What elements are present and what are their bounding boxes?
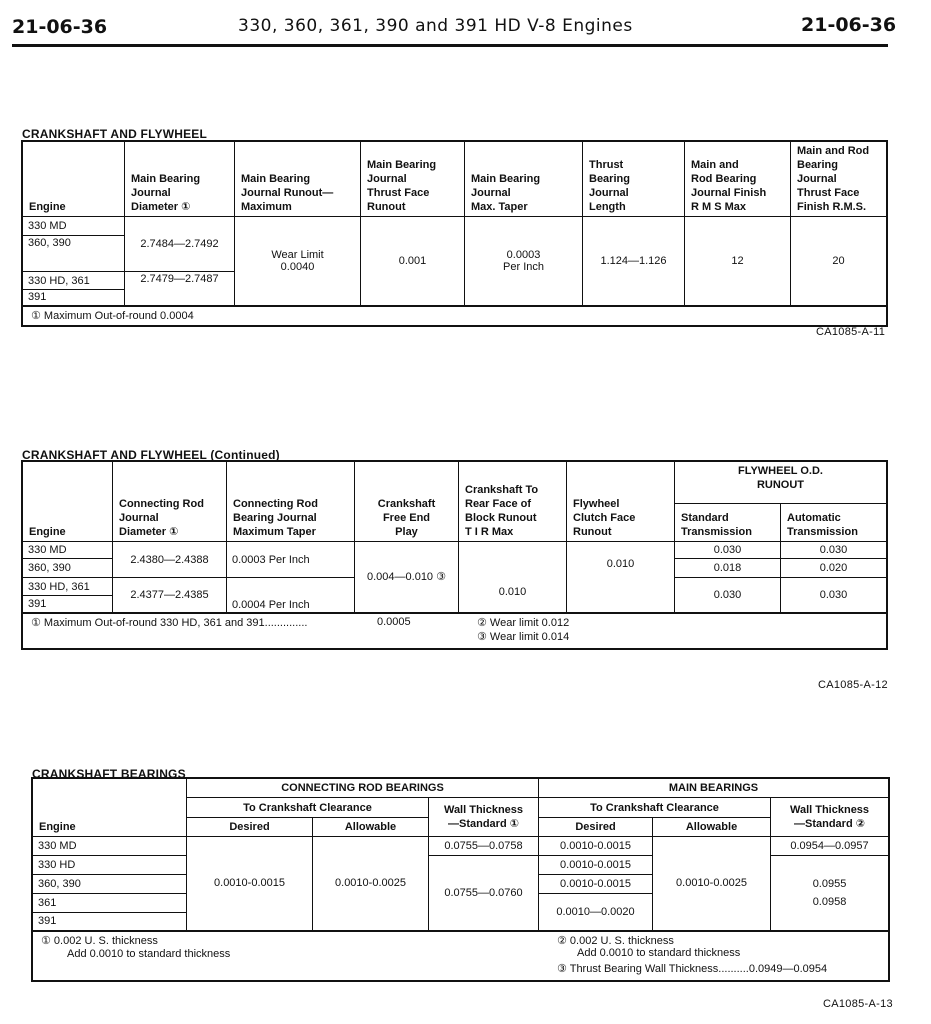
rod-allowable-value: 0.0010-0.0025 bbox=[313, 837, 429, 931]
header-rod-desired: Desired bbox=[187, 818, 313, 837]
standard-transmission-value: 0.030 bbox=[675, 542, 781, 559]
engine-cell: 391 bbox=[33, 913, 187, 931]
main-desired-value: 0.0010-0.0015 bbox=[539, 837, 653, 856]
rod-wall-value: 0.0755—0.0760 bbox=[429, 856, 539, 931]
rod-diameter-value: 2.4377—2.4385 bbox=[113, 578, 227, 613]
header-flywheel-od-runout: FLYWHEEL O.D. RUNOUT bbox=[675, 462, 887, 504]
figure-reference: CA1085-A-11 bbox=[816, 326, 886, 338]
header-rod-journal-taper: Connecting Rod Bearing Journal Maximum Taper bbox=[227, 462, 355, 542]
header-automatic-transmission: Automatic Transmission bbox=[781, 504, 887, 542]
engine-cell: 360, 390 bbox=[23, 236, 125, 272]
automatic-transmission-value: 0.030 bbox=[781, 542, 887, 559]
footnote-wear-limit-2: ② Wear limit 0.012 bbox=[477, 616, 570, 629]
engine-cell: 330 MD bbox=[23, 542, 113, 559]
page-number-right: 21-06-36 bbox=[801, 14, 897, 36]
table2-caption: CRANKSHAFT AND FLYWHEEL (Continued) bbox=[22, 448, 280, 462]
header-journal-diameter: Main Bearing Journal Diameter ① bbox=[125, 142, 235, 217]
automatic-transmission-value: 0.030 bbox=[781, 578, 887, 613]
engine-cell: 330 MD bbox=[33, 837, 187, 856]
header-main-allowable: Allowable bbox=[653, 818, 771, 837]
main-wall-value: 0.0955 0.0958 bbox=[771, 856, 889, 931]
rod-wall-value: 0.0755—0.0758 bbox=[429, 837, 539, 856]
max-taper-value: 0.0003 Per Inch bbox=[465, 217, 583, 306]
main-desired-value: 0.0010-0.0015 bbox=[539, 856, 653, 875]
thrust-face-finish-value: 20 bbox=[791, 217, 887, 306]
main-allowable-value: 0.0010-0.0025 bbox=[653, 837, 771, 931]
header-standard-transmission: Standard Transmission bbox=[675, 504, 781, 542]
crankshaft-flywheel-table bbox=[22, 141, 887, 326]
crankshaft-bearings-table bbox=[32, 778, 889, 981]
header-rod-allowable: Allowable bbox=[313, 818, 429, 837]
block-runout-value: 0.010 bbox=[459, 542, 567, 613]
header-journal-finish: Main and Rod Bearing Journal Finish R M S Max bbox=[685, 142, 791, 217]
main-desired-value: 0.0010—0.0020 bbox=[539, 894, 653, 931]
engine-cell: 391 bbox=[23, 290, 125, 306]
table1-footnote: ① Maximum Out-of-round 0.0004 bbox=[23, 306, 887, 326]
engine-cell: 361 bbox=[33, 894, 187, 913]
header-thrust-length: Thrust Bearing Journal Length bbox=[583, 142, 685, 217]
page-number-left: 21-06-36 bbox=[12, 16, 108, 38]
engine-cell: 360, 390 bbox=[23, 559, 113, 578]
rod-diameter-value: 2.4380—2.4388 bbox=[113, 542, 227, 578]
footnote-out-of-round-value: 0.0005 bbox=[377, 615, 411, 628]
journal-diameter-value: 2.7479—2.7487 bbox=[125, 272, 235, 306]
note-main-undersize: ② 0.002 U. S. thickness bbox=[557, 934, 674, 947]
engine-cell: 330 MD bbox=[23, 217, 125, 236]
table2-footnotes bbox=[23, 613, 887, 649]
header-main-clearance: To Crankshaft Clearance bbox=[539, 798, 771, 818]
standard-transmission-value: 0.030 bbox=[675, 578, 781, 613]
figure-reference: CA1085-A-12 bbox=[818, 679, 888, 691]
header-main-wall-thickness: Wall Thickness —Standard ② bbox=[771, 798, 889, 837]
header-rule bbox=[12, 44, 888, 47]
engine-cell: 360, 390 bbox=[33, 875, 187, 894]
header-clutch-face-runout: Flywheel Clutch Face Runout bbox=[567, 462, 675, 542]
thrust-length-value: 1.124—1.126 bbox=[583, 217, 685, 306]
rod-desired-value: 0.0010-0.0015 bbox=[187, 837, 313, 931]
header-rod-journal-diameter: Connecting Rod Journal Diameter ① bbox=[113, 462, 227, 542]
note-rod-undersize: ① 0.002 U. S. thickness bbox=[41, 934, 158, 947]
header-thrust-face-runout: Main Bearing Journal Thrust Face Runout bbox=[361, 142, 465, 217]
note-main-add: Add 0.0010 to standard thickness bbox=[577, 946, 741, 959]
journal-finish-value: 12 bbox=[685, 217, 791, 306]
header-engine: Engine bbox=[33, 779, 187, 837]
main-wall-value: 0.0954—0.0957 bbox=[771, 837, 889, 856]
header-thrust-face-finish: Main and Rod Bearing Journal Thrust Face Finish R.M.S. bbox=[791, 142, 887, 217]
journal-diameter-value: 2.7484—2.7492 bbox=[125, 217, 235, 272]
table3-caption: CRANKSHAFT BEARINGS bbox=[32, 767, 186, 781]
table3-notes bbox=[33, 931, 889, 981]
figure-reference: CA1085-A-13 bbox=[823, 998, 893, 1010]
header-free-end-play: Crankshaft Free End Play bbox=[355, 462, 459, 542]
header-connecting-rod-bearings: CONNECTING ROD BEARINGS bbox=[187, 779, 539, 798]
table1-caption: CRANKSHAFT AND FLYWHEEL bbox=[22, 127, 208, 141]
thrust-face-runout-value: 0.001 bbox=[361, 217, 465, 306]
crankshaft-flywheel-continued-table bbox=[22, 461, 887, 649]
footnote-out-of-round: ① Maximum Out-of-round 330 HD, 361 and 391.............. bbox=[31, 616, 308, 629]
page-title: 330, 360, 361, 390 and 391 HD V-8 Engines bbox=[238, 16, 633, 36]
journal-runout-value: Wear Limit 0.0040 bbox=[235, 217, 361, 306]
automatic-transmission-value: 0.020 bbox=[781, 559, 887, 578]
header-rod-wall-thickness: Wall Thickness —Standard ① bbox=[429, 798, 539, 837]
note-rod-add: Add 0.0010 to standard thickness bbox=[67, 947, 231, 960]
rod-taper-value: 0.0004 Per Inch bbox=[227, 578, 355, 613]
engine-cell: 391 bbox=[23, 596, 113, 613]
footnote-wear-limit-3: ③ Wear limit 0.014 bbox=[477, 630, 570, 643]
header-rod-clearance: To Crankshaft Clearance bbox=[187, 798, 429, 818]
free-end-play-value: 0.004—0.010 ③ bbox=[355, 542, 459, 613]
engine-cell: 330 HD, 361 bbox=[23, 272, 125, 290]
standard-transmission-value: 0.018 bbox=[675, 559, 781, 578]
header-engine: Engine bbox=[23, 142, 125, 217]
header-engine: Engine bbox=[23, 462, 113, 542]
rod-taper-value: 0.0003 Per Inch bbox=[227, 542, 355, 578]
engine-cell: 330 HD, 361 bbox=[23, 578, 113, 596]
header-main-desired: Desired bbox=[539, 818, 653, 837]
header-journal-runout: Main Bearing Journal Runout— Maximum bbox=[235, 142, 361, 217]
clutch-face-runout-value: 0.010 bbox=[567, 542, 675, 613]
header-main-bearings: MAIN BEARINGS bbox=[539, 779, 889, 798]
engine-cell: 330 HD bbox=[33, 856, 187, 875]
header-block-runout: Crankshaft To Rear Face of Block Runout T I R Max bbox=[459, 462, 567, 542]
main-desired-value: 0.0010-0.0015 bbox=[539, 875, 653, 894]
note-thrust-bearing-wall: ③ Thrust Bearing Wall Thickness..........0.0949—0.0954 bbox=[557, 962, 828, 975]
header-max-taper: Main Bearing Journal Max. Taper bbox=[465, 142, 583, 217]
